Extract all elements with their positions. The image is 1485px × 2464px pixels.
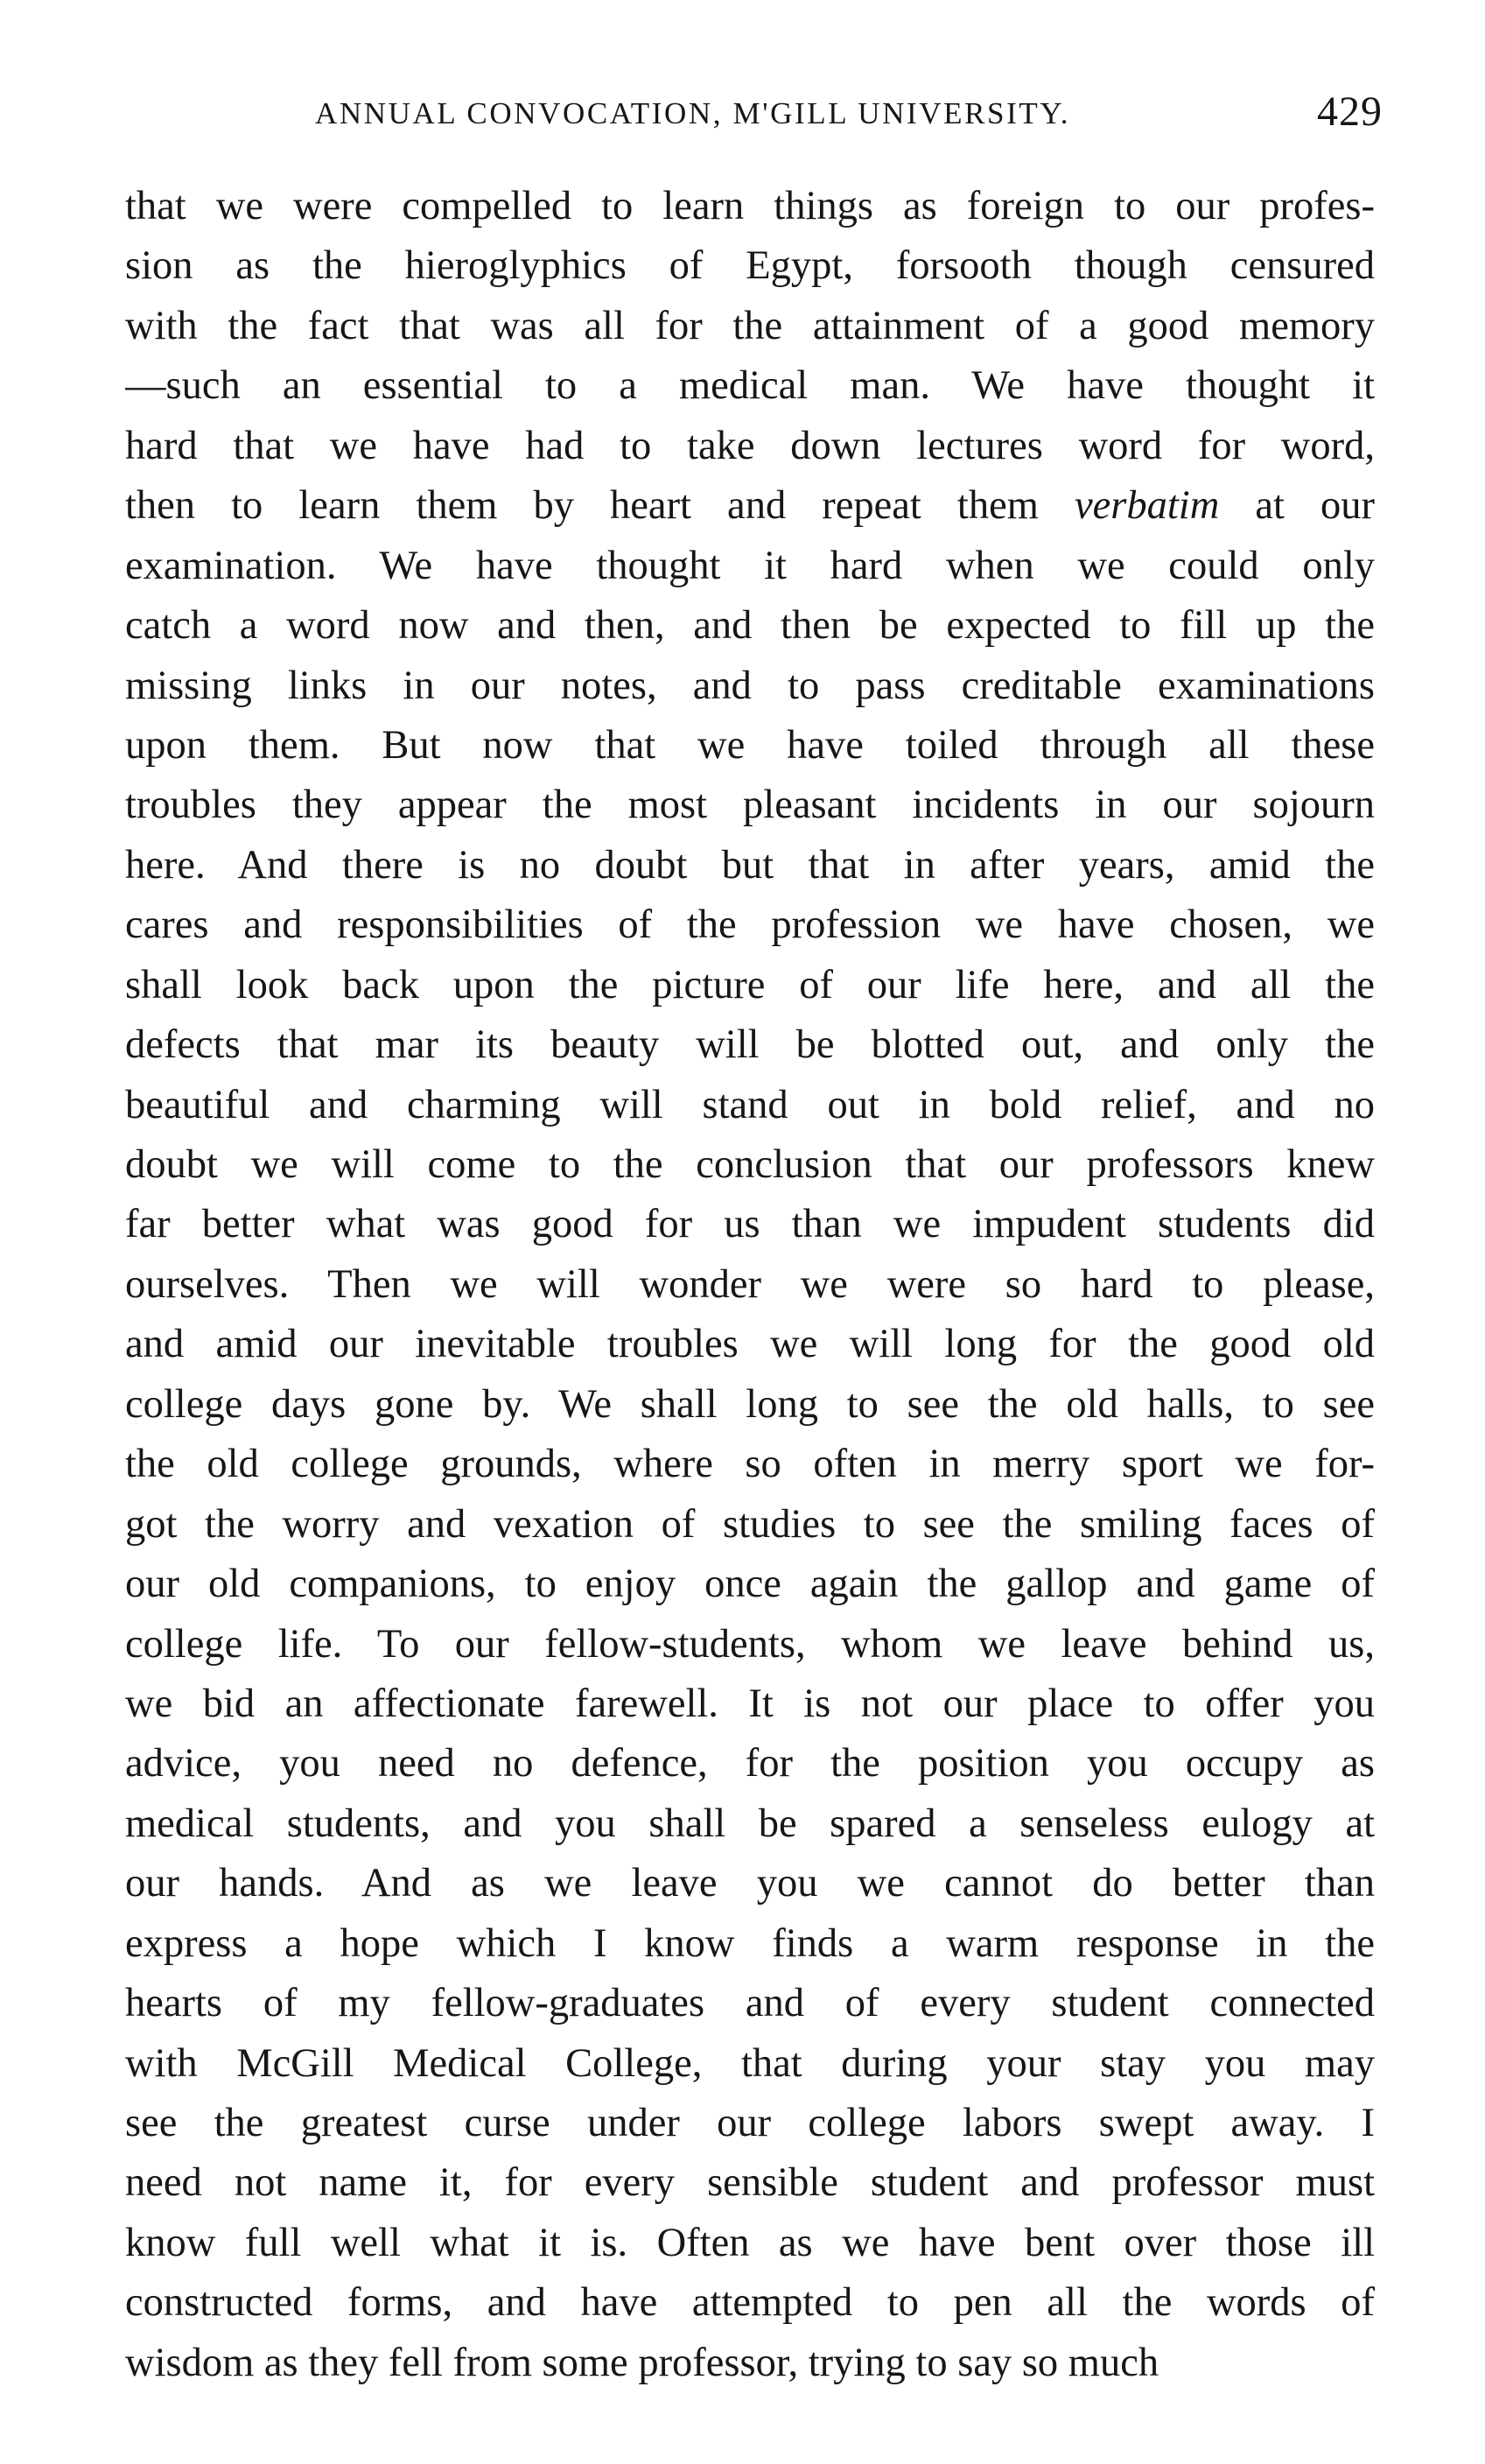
text-line: hearts of my fellow-graduates and of every student connected — [125, 1981, 1375, 2026]
running-head — [315, 88, 1383, 140]
italic-word: verbatim — [1074, 483, 1220, 529]
text-line: know full well what it is. Often as we have bent over those ill — [125, 2220, 1375, 2265]
text-line: doubt we will come to the conclusion that our professors knew — [125, 1142, 1375, 1187]
text-line: then to learn them by heart and repeat them verbatim at our — [125, 483, 1375, 529]
text-line: here. And there is no doubt but that in after years, amid the — [125, 842, 1375, 888]
running-title: ANNUAL CONVOCATION, M'GILL UNIVERSITY. — [315, 96, 1071, 130]
text-line: cares and responsibilities of the profession we have chosen, we — [125, 902, 1375, 948]
text-line: with McGill Medical College, that during your stay you may — [125, 2040, 1375, 2086]
text-line: our hands. And as we leave you we cannot do better than — [125, 1861, 1375, 1906]
text-line: the old college grounds, where so often in merry sport we for- — [125, 1442, 1375, 1487]
text-line: that we were compelled to learn things as foreign to our profes- — [125, 184, 1375, 228]
text-line: constructed forms, and have attempted to pen all the words of — [125, 2280, 1375, 2326]
text-line: troubles they appear the most pleasant incidents in our sojourn — [125, 783, 1375, 828]
text-line: —such an essential to a medical man. We have thought it — [125, 363, 1375, 409]
text-line: defects that mar its beauty will be blotted out, and only the — [125, 1022, 1375, 1068]
text-line: we bid an affectionate farewell. It is not our place to offer you — [125, 1681, 1375, 1726]
text-line: missing links in our notes, and to pass creditable examinations — [125, 663, 1375, 708]
text-line: got the worry and vexation of studies to see the smiling faces of — [125, 1501, 1375, 1547]
text-line: need not name it, for every sensible student and professor must — [125, 2160, 1375, 2206]
text-line: wisdom as they fell from some professor, trying to say so much — [125, 2340, 1159, 2385]
text-line: with the fact that was all for the attainment of a good memory — [125, 303, 1375, 348]
text-line: ourselves. Then we will wonder we were so hard to please, — [125, 1261, 1375, 1307]
text-line: advice, you need no defence, for the position you occupy as — [125, 1741, 1375, 1787]
text-line: upon them. But now that we have toiled through all these — [125, 722, 1375, 768]
text-line: shall look back upon the picture of our life here, and all the — [125, 962, 1375, 1007]
body-text — [125, 177, 1375, 2393]
text-line: see the greatest curse under our college labors swept away. I — [125, 2101, 1375, 2145]
text-line: and amid our inevitable troubles we will long for the good old — [125, 1322, 1375, 1367]
text-line: express a hope which I know finds a warm response in the — [125, 1920, 1375, 1966]
text-line: sion as the hieroglyphics of Egypt, forsooth though censured — [125, 243, 1375, 289]
text-line: college days gone by. We shall long to see the old halls, to see — [125, 1381, 1375, 1427]
page-number: 429 — [1317, 88, 1383, 135]
text-line: catch a word now and then, and then be expected to fill up the — [125, 603, 1375, 649]
text-line: far better what was good for us than we impudent students did — [125, 1202, 1375, 1247]
text-line: college life. To our fellow-students, whom we leave behind us, — [125, 1621, 1375, 1667]
text-line: examination. We have thought it hard when we could only — [125, 543, 1375, 588]
text-line: medical students, and you shall be spared a senseless eulogy at — [125, 1801, 1375, 1846]
text-line: beautiful and charming will stand out in bold relief, and no — [125, 1082, 1375, 1127]
text-line: our old companions, to enjoy once again the gallop and game of — [125, 1562, 1375, 1607]
text-line: hard that we have had to take down lectures word for word, — [125, 423, 1375, 468]
